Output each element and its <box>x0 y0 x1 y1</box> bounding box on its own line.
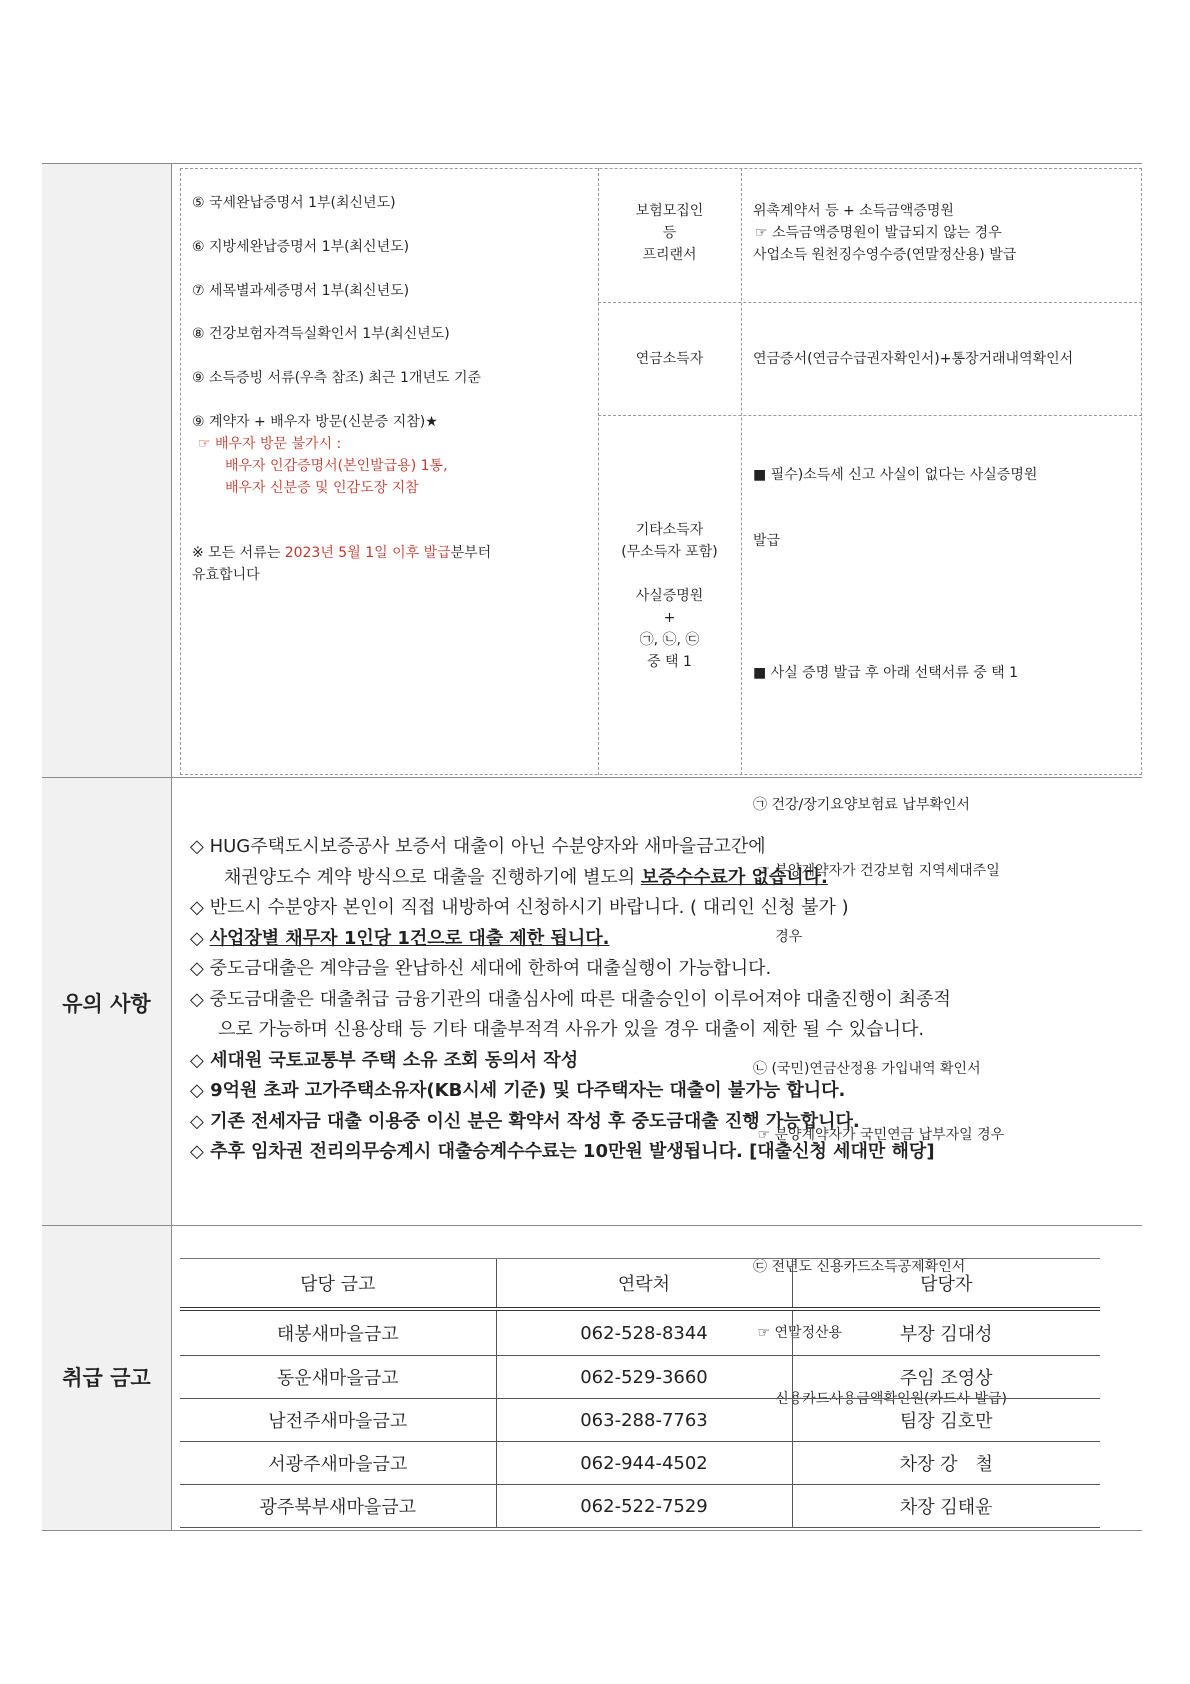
note-line: ◇ 기존 전세자금 대출 이용중 이신 분은 확약서 작성 후 중도금대출 진행 가능합니다. <box>190 1110 860 1132</box>
frame-top-line <box>42 163 1142 164</box>
note-line: ◇ 중도금대출은 계약금을 완납하신 세대에 한하여 대출실행이 가능합니다. <box>190 958 772 979</box>
label-column-docs <box>42 164 171 777</box>
contact-table-header <box>180 1259 1100 1310</box>
spouse-note: ☞ 배우자 방문 불가시 : <box>198 436 342 452</box>
validity-suffix: 분부터 <box>450 545 492 561</box>
table-row <box>180 1309 1100 1356</box>
bank-contact: 차장 강 철 <box>792 1442 1100 1485</box>
bank-phone: 062-522-7529 <box>496 1485 792 1528</box>
banks-section-title: 취급 금고 <box>62 1366 151 1390</box>
bank-name: 서광주새마을금고 <box>180 1442 496 1485</box>
note-line: 채권양도수 계약 방식으로 대출을 진행하기에 별도의 보증수수료가 없습니다. <box>224 866 828 888</box>
doc-item: ⑥ 지방세완납증명서 1부(최신년도) <box>192 239 410 255</box>
bank-name: 남전주새마을금고 <box>180 1399 496 1442</box>
income-insurance-detail: 위촉계약서 등 + 소득금액증명원 ☞ 소득금액증명원이 발급되지 않는 경우 사업소득 원천징수영수증(연말정산용) 발급 <box>753 203 1017 263</box>
frame-bottom-line <box>42 1530 1142 1531</box>
bank-phone: 063-288-7763 <box>496 1399 792 1442</box>
bank-name: 태봉새마을금고 <box>180 1309 496 1356</box>
income-other-detail: ■ 필수)소득세 신고 사실이 없다는 사실증명원 발급 ■ 사실 증명 발급 후 아래 선택서류 중 택 1 ㉠ 건강/장기요양보험료 납부확인서 ☞ 분양계약자가 건강보험 지역세대주일 경우 ㉡ (국민)연금산정용 가입내역 확인서 ☞ 분양계약자가 국민연금 납부자일 경우 ㉢ 전년도 신용카드소득공제확인서 ☞ 연말정산용 신용카드사용금액확인원(카드사 발급) <box>753 467 1038 1407</box>
column-header: 연락처 <box>496 1259 792 1310</box>
notes-section-title: 유의 사항 <box>62 992 151 1016</box>
income-other-label: 기타소득자 (무소득자 포함) 사실증명원 + ㉠, ㉡, ㉢ 중 택 1 <box>621 522 718 670</box>
doc-item: ⑤ 국세완납증명서 1부(최신년도) <box>192 195 396 211</box>
income-label-divider <box>741 168 742 775</box>
note-line: ◇ 반드시 수분양자 본인이 직접 내방하여 신청하시기 바랍니다. ( 대리인 신청 불가 ) <box>190 897 849 918</box>
table-row <box>180 1442 1100 1485</box>
column-header: 담당자 <box>792 1259 1100 1310</box>
bank-name: 광주북부새마을금고 <box>180 1485 496 1528</box>
bank-contact: 차장 김태윤 <box>792 1485 1100 1528</box>
bank-contact: 팀장 김호만 <box>792 1399 1100 1442</box>
income-row-divider-1 <box>598 302 1142 303</box>
doc-item: ⑦ 세목별과세증명서 1부(최신년도) <box>192 283 410 299</box>
doc-item: ⑨ 계약자 + 배우자 방문(신분증 지참)★ <box>192 414 438 430</box>
spouse-note: 배우자 인감증명서(본인발급용) 1통, <box>225 458 448 474</box>
label-column-divider <box>171 163 172 1530</box>
table-row <box>180 1399 1100 1442</box>
bank-contact: 주임 조영상 <box>792 1356 1100 1399</box>
income-pension-label: 연금소득자 <box>635 351 704 367</box>
note-line: ◇ HUG주택도시보증공사 보증서 대출이 아닌 수분양자와 새마을금고간에 <box>190 836 766 857</box>
income-insurance-label: 보험모집인 등 프리랜서 <box>635 203 704 263</box>
table-row <box>180 1485 1100 1528</box>
validity-prefix: ※ 모든 서류는 <box>192 545 285 561</box>
doc-item: ⑨ 소득증빙 서류(우측 참조) 최근 1개년도 기준 <box>192 370 481 386</box>
bank-phone: 062-944-4502 <box>496 1442 792 1485</box>
note-line: ◇ 사업장별 채무자 1인당 1건으로 대출 제한 됩니다. <box>190 927 610 949</box>
note-line: ◇ 세대원 국토교통부 주택 소유 조회 동의서 작성 <box>190 1049 579 1071</box>
note-line: ◇ 9억원 초과 고가주택소유자(KB시세 기준) 및 다주택자는 대출이 불가능 합니다. <box>190 1080 846 1101</box>
loan-limit-note: 사업장별 채무자 1인당 1건으로 대출 제한 됩니다. <box>209 927 610 949</box>
bank-name: 동운새마을금고 <box>180 1356 496 1399</box>
table-row <box>180 1356 1100 1399</box>
note-line: ◇ 추후 임차권 전리의무승계시 대출승계수수료는 10만원 발생됩니다. [대출신청 세대만 해당] <box>190 1141 935 1162</box>
validity-note <box>192 542 491 564</box>
bank-contact: 부장 김대성 <box>792 1309 1100 1356</box>
guarantee-fee-note: 보증수수료가 없습니다. <box>640 866 828 888</box>
validity-date: 2023년 5월 1일 이후 발급 <box>284 545 451 561</box>
column-header: 담당 금고 <box>180 1259 496 1310</box>
note-line: ◇ 중도금대출은 대출취급 금융기관의 대출심사에 따른 대출승인이 이루어져야 대출진행이 최종적 <box>190 988 951 1010</box>
bank-phone: 062-529-3660 <box>496 1356 792 1399</box>
spouse-note: 배우자 신분증 및 인감도장 지참 <box>225 480 419 496</box>
income-row-divider-2 <box>598 415 1142 416</box>
validity-note-line2: 유효합니다 <box>192 567 260 583</box>
notes-list <box>190 832 951 1168</box>
note-line: 으로 가능하며 신용상태 등 기타 대출부적격 사유가 있을 경우 대출이 제한 될 수 있습니다. <box>218 1019 925 1040</box>
doc-item: ⑧ 건강보험자격득실확인서 1부(최신년도) <box>192 326 450 342</box>
income-pension-detail: 연금증서(연금수급권자확인서)+통장거래내역확인서 <box>753 351 1074 367</box>
bank-phone: 062-528-8344 <box>496 1309 792 1356</box>
contact-table <box>180 1258 1100 1528</box>
